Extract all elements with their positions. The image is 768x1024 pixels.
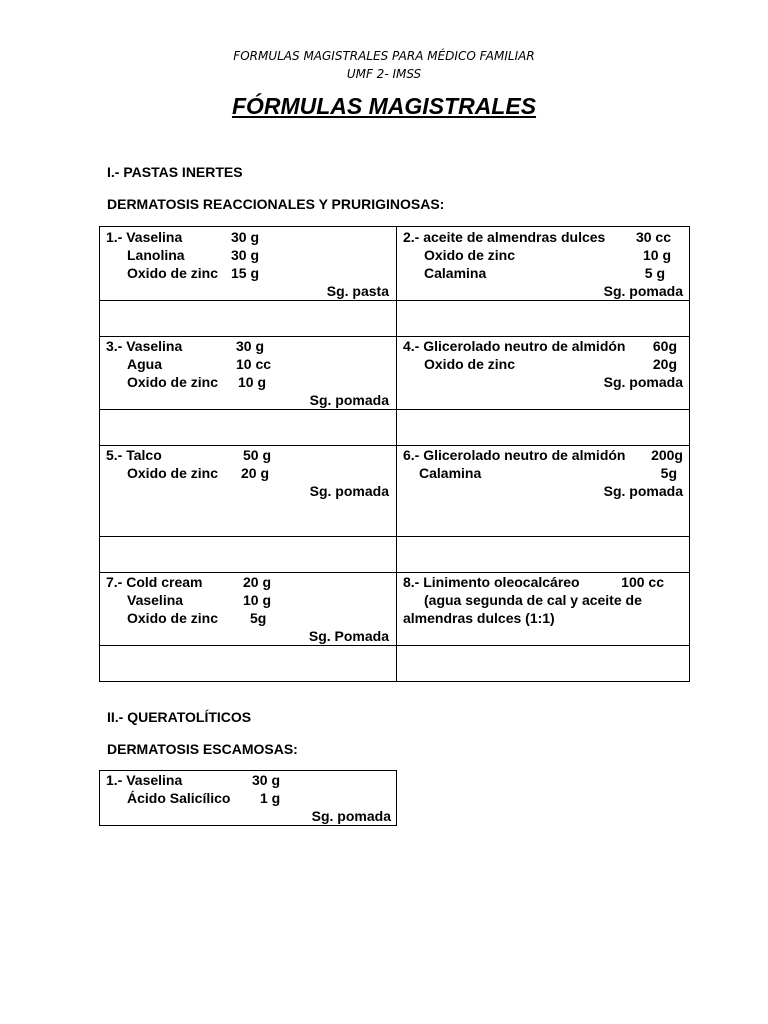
formula-cell-3: [100, 337, 396, 409]
blank-cell: [100, 301, 397, 337]
blank-cell: [397, 301, 690, 337]
ingredient-name: Oxido de zinc: [424, 356, 516, 372]
ingredient-name: 8.- Linimento oleocalcáreo: [403, 574, 580, 590]
blank-cell: [100, 646, 397, 682]
formula-cell-4: [397, 337, 689, 409]
ingredient-name: Oxido de zinc: [127, 374, 219, 390]
ingredient-note: almendras dulces (1:1): [403, 610, 555, 626]
running-header-subtitle: UMF 2- IMSS: [346, 67, 422, 81]
section-2-heading: II.- QUERATOLÍTICOS: [107, 709, 252, 725]
ingredient-name: Oxido de zinc: [127, 610, 219, 626]
ingredient-qty: 10 g: [238, 374, 267, 390]
ingredient-qty: 60g: [652, 338, 677, 354]
ingredient-qty: 5g: [660, 465, 677, 481]
ingredient-qty: 200g: [651, 447, 683, 463]
section-1-heading: I.- PASTAS INERTES: [107, 164, 243, 180]
sig-label: Sg. pasta: [326, 283, 389, 299]
blank-cell: [397, 410, 690, 446]
ingredient-qty: 15 g: [231, 265, 260, 281]
ingredient-name: 6.- Glicerolado neutro de almidón: [403, 447, 626, 463]
sig-label: Sg. Pomada: [308, 628, 389, 644]
ingredient-name: Lanolina: [127, 247, 185, 263]
blank-cell: [397, 537, 690, 573]
formula-cell-1: [100, 227, 396, 300]
ingredient-name: Calamina: [419, 465, 482, 481]
blank-cell: [100, 537, 397, 573]
ingredient-name: 7.- Cold cream: [106, 574, 203, 590]
ingredient-qty: 100 cc: [621, 574, 664, 590]
ingredient-name: 4.- Glicerolado neutro de almidón: [403, 338, 626, 354]
formula-cell-8: [397, 573, 689, 645]
ingredient-qty: 30 g: [231, 247, 260, 263]
ingredient-qty: 20 g: [241, 465, 270, 481]
ingredient-qty: 30 g: [231, 229, 260, 245]
ingredient-name: Calamina: [424, 265, 487, 281]
section-1-subheading: DERMATOSIS REACCIONALES Y PRURIGINOSAS:: [107, 196, 445, 212]
formula-table-2: [99, 770, 397, 826]
ingredient-name: Agua: [127, 356, 162, 372]
ingredient-qty: 5g: [250, 610, 267, 626]
ingredient-name: Oxido de zinc: [127, 465, 219, 481]
sig-label: Sg. pomada: [309, 392, 389, 408]
ingredient-name: Oxido de zinc: [424, 247, 516, 263]
ingredient-note: (agua segunda de cal y aceite de: [424, 592, 642, 608]
sig-label: Sg. pomada: [603, 283, 683, 299]
formula-cell-5: [100, 446, 396, 536]
ingredient-name: Oxido de zinc: [127, 265, 219, 281]
ingredient-qty: 10 g: [243, 592, 272, 608]
blank-cell: [397, 646, 690, 682]
ingredient-qty: 10 cc: [236, 356, 272, 372]
ingredient-qty: 30 cc: [635, 229, 671, 245]
formula-cell-2: [397, 227, 689, 300]
page-title: FÓRMULAS MAGISTRALES: [231, 93, 537, 119]
blank-cell: [100, 410, 397, 446]
sig-label: Sg. pomada: [309, 483, 389, 499]
ingredient-qty: 10 g: [642, 247, 671, 263]
formula-cell-7: [100, 573, 396, 645]
formula-cell-6: [397, 446, 689, 536]
formula-table-1: [99, 226, 690, 682]
ingredient-qty: 20g: [652, 356, 677, 372]
section-2-subheading: DERMATOSIS ESCAMOSAS:: [107, 741, 298, 757]
ingredient-name: 1.- Vaselina: [106, 772, 183, 788]
ingredient-qty: 20 g: [243, 574, 272, 590]
ingredient-qty: 1 g: [260, 790, 281, 806]
sig-label: Sg. pomada: [603, 483, 683, 499]
ingredient-qty: 50 g: [243, 447, 272, 463]
ingredient-qty: 5 g: [644, 265, 665, 281]
ingredient-qty: 30 g: [236, 338, 265, 354]
sig-label: Sg. pomada: [311, 808, 391, 824]
ingredient-name: Vaselina: [127, 592, 184, 608]
running-header-title: FORMULAS MAGISTRALES PARA MÉDICO FAMILIAR: [233, 49, 535, 63]
ingredient-name: 2.- aceite de almendras dulces: [403, 229, 606, 245]
sig-label: Sg. pomada: [603, 374, 683, 390]
ingredient-name: 1.- Vaselina: [106, 229, 183, 245]
ingredient-name: 3.- Vaselina: [106, 338, 183, 354]
ingredient-name: Ácido Salicílico: [127, 790, 231, 806]
formula-cell-q1: [100, 771, 396, 825]
ingredient-qty: 30 g: [252, 772, 281, 788]
ingredient-name: 5.- Talco: [106, 447, 162, 463]
